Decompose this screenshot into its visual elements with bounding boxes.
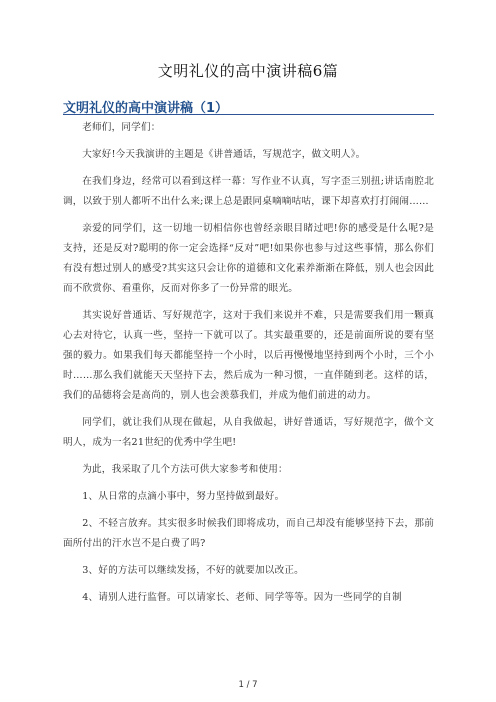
- paragraph: 为此，我采取了几个方法可供大家参考和使用：: [82, 464, 288, 475]
- paragraph: 在我们身边，经常可以看到这样一幕：写作业不认真，写字歪三别扭;讲话南腔北调，以致于别人都听不出什么来;课上总是跟同桌嘀嘀咕咕，课下却喜欢打打闹闹……: [63, 176, 434, 207]
- page-number: 1 / 7: [238, 680, 258, 690]
- paragraph: 1、从日常的点滴小事中，努力坚持做到最好。: [82, 491, 285, 502]
- paragraph: 同学们，就让我们从现在做起，从自我做起，讲好普通话，写好规范字，做个文明人，成为一名21世纪的优秀中学生吧!: [63, 417, 434, 448]
- paragraph: 亲爱的同学们，这一切地一切相信你也曾经亲眼目睹过吧!你的感受是什么呢?是支持，还是反对?聪明的你一定会选择“反对”吧!如果你也参与过这些事情，那么你们有没有想过别人的感受?其实这只会让你的道德和文化素养渐渐在降低，别人也会因此而不欣赏你、看重你，反而对你多了一份异常的眼光。: [63, 223, 434, 294]
- paragraph: 老师们，同学们：: [82, 122, 161, 133]
- document-title: 文明礼仪的高中演讲稿6篇: [157, 62, 339, 80]
- section-heading: 文明礼仪的高中演讲稿（1）: [63, 101, 229, 116]
- paragraph: 2、不轻言放弃。其实很多时候我们即将成功，而自己却没有能够坚持下去，那前面所付出的汗水岂不是白费了吗?: [63, 518, 434, 549]
- paragraph: 大家好!今天我演讲的主题是《讲普通话，写规范字，做文明人》。: [82, 149, 366, 160]
- document-body: [63, 118, 434, 615]
- paragraph: 其实说好普通话、写好规范字，这对于我们来说并不难，只是需要我们用一颗真心去对待它，认真一些，坚持一下就可以了。其实最重要的，还是前面所说的要有坚强的毅力。如果我们每天都能坚持一个小时，以后再慢慢地坚持到两个小时，三个小时……那么我们就能天天坚持下去，然后成为一种习惯，一直伴随到老。这样的话，我们的品德将会是高尚的，别人也会羡慕我们，并成为他们前进的动力。: [63, 310, 434, 401]
- paragraph: 4、请别人进行监督。可以请家长、老师、同学等等。因为一些同学的自制: [82, 592, 402, 603]
- heading-underline: [63, 114, 434, 115]
- paragraph: 3、好的方法可以继续发扬，不好的就要加以改正。: [82, 565, 304, 576]
